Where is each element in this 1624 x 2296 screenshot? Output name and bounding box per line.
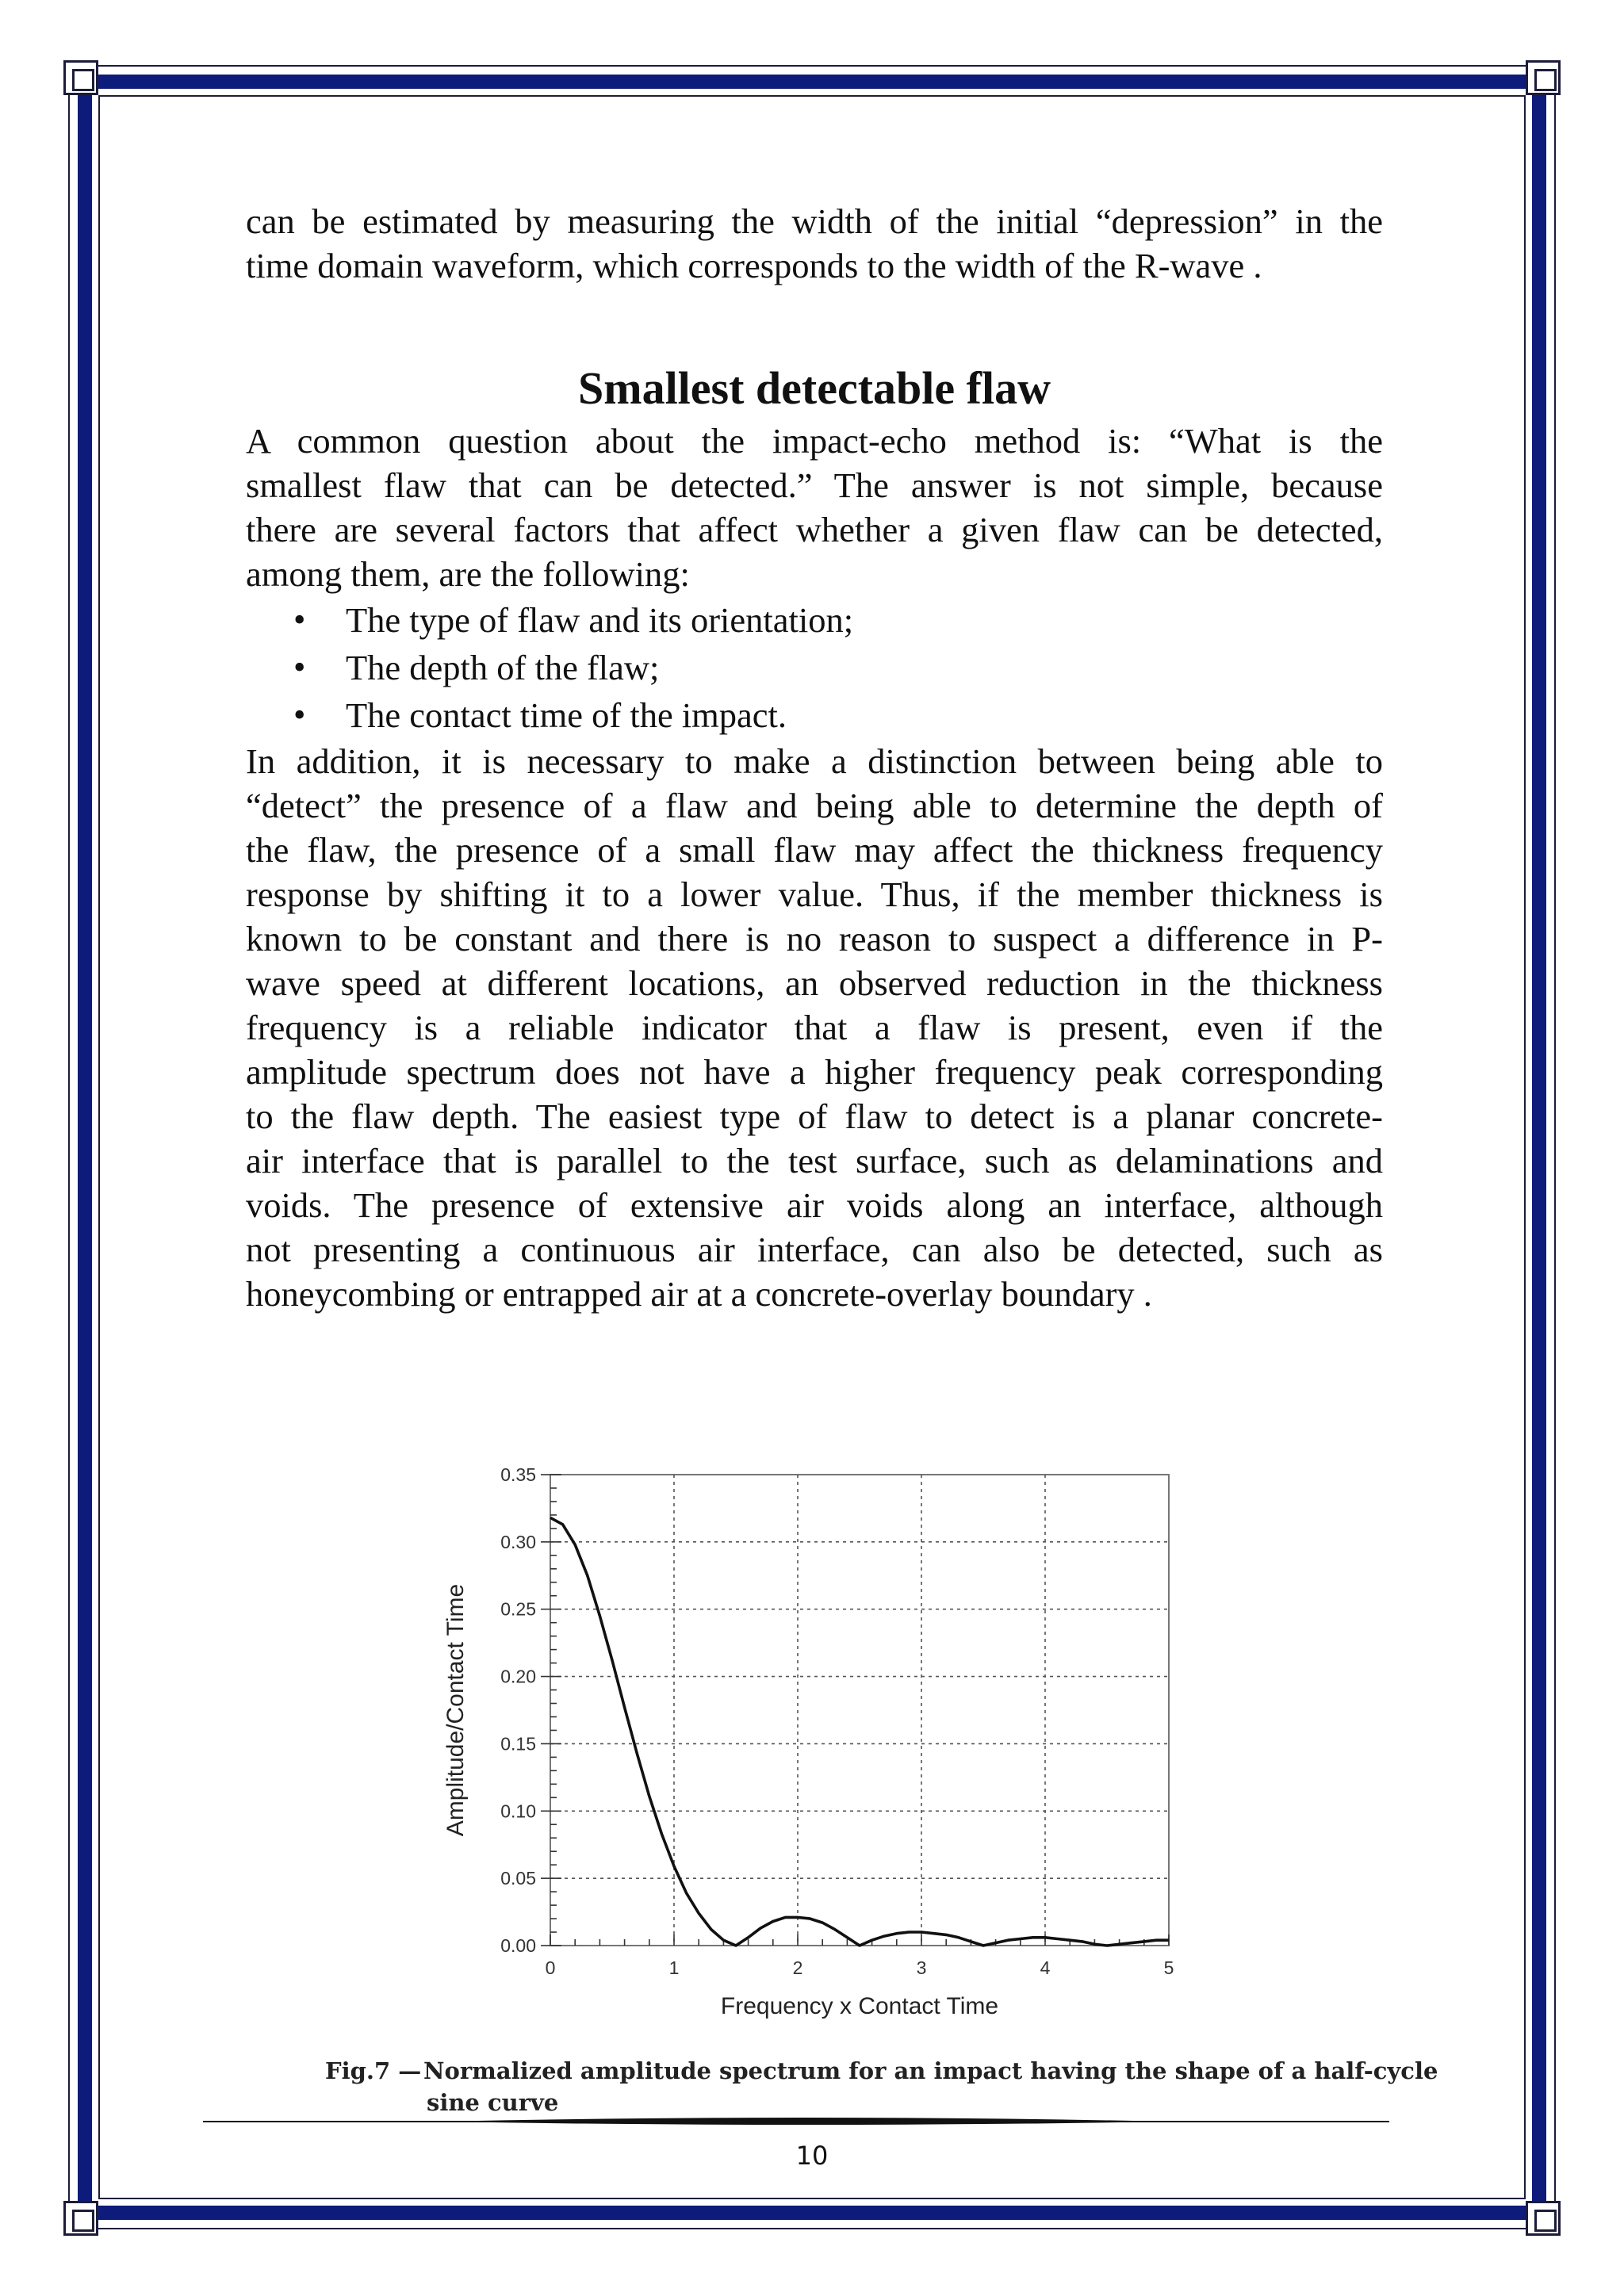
series-line [550,1517,1169,1946]
text-line: known to be constant and there is no reason to suspect a difference in P- [246,919,1383,959]
figure-caption-line: Normalized amplitude spectrum for an impact having the shape of a half-cycle [423,2057,1438,2084]
text-line: wave speed at different locations, an observed reduction in the thickness [246,963,1383,1003]
text-line: air interface that is parallel to the test surface, such as delaminations and [246,1141,1383,1181]
text-line: response by shifting it to a lower value. Thus, if the member thickness is [246,874,1383,914]
y-tick-label: 0.30 [500,1531,536,1552]
list-item: • The contact time of the impact. [293,691,853,739]
text-line: In addition, it is necessary to make a distinction between being able to [246,741,1383,781]
text-line: voids. The presence of extensive air voids along an interface, although [246,1185,1383,1225]
factor-list [293,596,853,739]
y-tick-label: 0.10 [500,1800,536,1822]
y-tick-label: 0.20 [500,1666,536,1687]
text-line: A common question about the impact-echo method is: “What is the [246,421,1383,461]
y-axis-label: Amplitude/Contact Time [442,1583,469,1837]
x-tick-label: 0 [545,1957,556,1978]
y-tick-label: 0.25 [500,1598,536,1620]
text-line: “detect” the presence of a flaw and being able to determine the depth of [246,786,1383,825]
border-corner-ornament [1526,60,1561,95]
border-corner-ornament [63,2201,98,2236]
text-line: frequency is a reliable indicator that a flaw is present, even if the [246,1008,1383,1047]
text-line: not presenting a continuous air interface, can also be detected, such as [246,1230,1383,1269]
intro-paragraph [246,199,1383,288]
y-tick-label: 0.05 [500,1868,536,1889]
text-line: smallest flaw that can be detected.” The answer is not simple, because [246,465,1383,505]
paragraph-intro-question [246,419,1383,596]
footer-divider [203,2117,1389,2128]
list-item: • The depth of the flaw; [293,644,853,691]
text-line: among them, are the following: [246,554,690,594]
x-tick-label: 4 [1040,1957,1051,1978]
text-line: can be estimated by measuring the width of the initial “depression” in the [246,201,1383,241]
border-corner-ornament [63,60,98,95]
figure-label: Fig.7 — [325,2057,422,2084]
y-tick-label: 0.15 [500,1733,536,1755]
text-line: there are several factors that affect whether a given flaw can be detected, [246,510,1383,549]
text-line: time domain waveform, which corresponds to the width of the R-wave . [246,246,1262,285]
x-tick-label: 5 [1163,1957,1174,1978]
text-line: amplitude spectrum does not have a higher frequency peak corresponding [246,1052,1383,1092]
y-tick-label: 0.00 [500,1935,536,1956]
x-axis-label: Frequency x Contact Time [720,1993,999,2019]
border-corner-ornament [1526,2201,1561,2236]
figure-caption-line: sine curve [427,2089,559,2116]
x-tick-label: 1 [668,1957,680,1978]
amplitude-spectrum-chart [428,1457,1189,2036]
x-tick-label: 3 [916,1957,927,1978]
paragraph-detection [246,739,1383,1316]
list-item: • The type of flaw and its orientation; [293,596,853,644]
plot-frame [550,1475,1169,1946]
text-line: the flaw, the presence of a small flaw may affect the thickness frequency [246,830,1383,870]
page-number: 10 [795,2141,829,2171]
x-tick-label: 2 [792,1957,803,1978]
text-line: to the flaw depth. The easiest type of flaw to detect is a planar concrete- [246,1096,1383,1136]
section-title: Smallest detectable flaw [578,362,1051,414]
y-tick-label: 0.35 [500,1464,536,1485]
figure-caption [325,2055,1438,2118]
text-line: honeycombing or entrapped air at a concrete-overlay boundary . [246,1274,1152,1314]
